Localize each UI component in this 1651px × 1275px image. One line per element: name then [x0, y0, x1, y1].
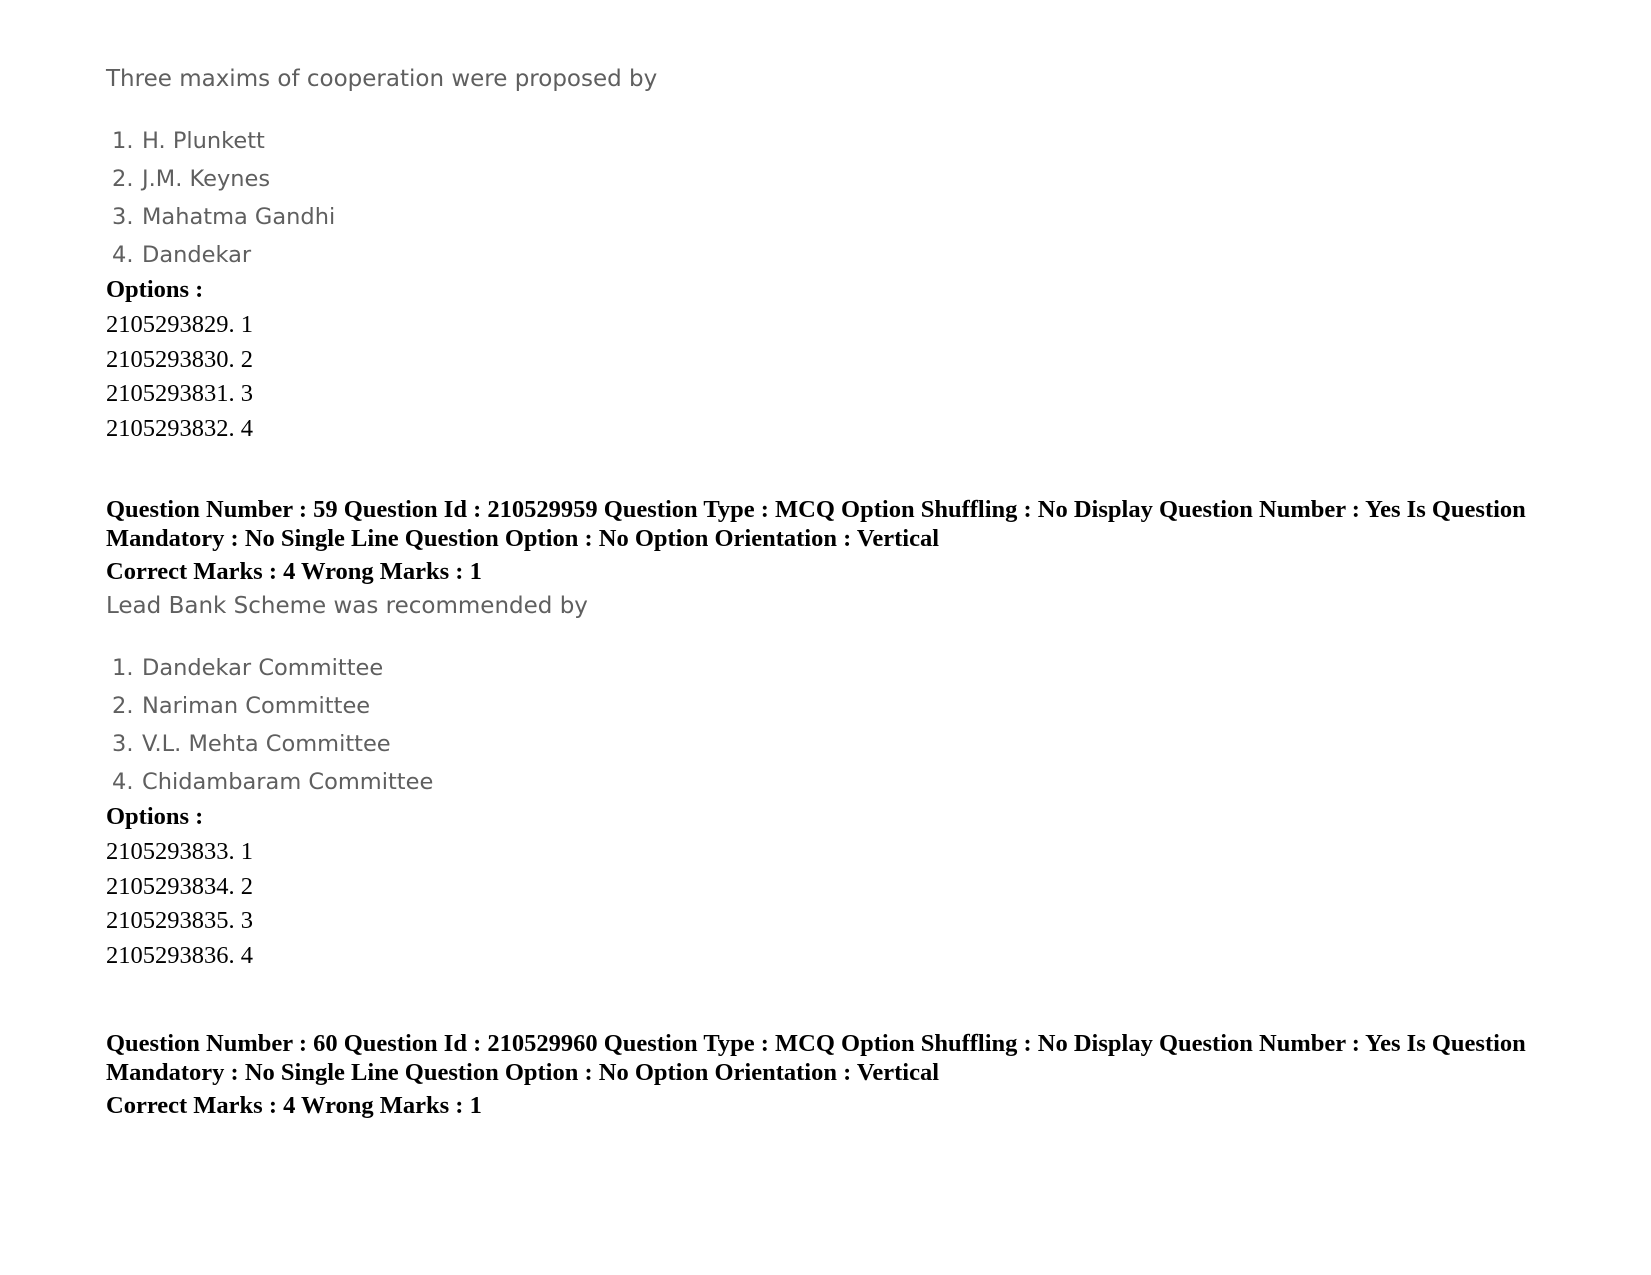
- question-text: Three maxims of cooperation were proposed by: [106, 66, 658, 92]
- list-item: 2. J.M. Keynes: [112, 166, 271, 192]
- list-item: 3. V.L. Mehta Committee: [112, 731, 391, 757]
- option-line: 2105293835. 3: [106, 907, 253, 934]
- marks-line: Correct Marks : 4 Wrong Marks : 1: [106, 1092, 482, 1119]
- question-meta: Question Number : 59 Question Id : 210529959 Question Type : MCQ Option Shuffling : No Display Question Number : Yes Is Question Mandatory : No Single Line Question Option : No Option Orientation : Vertical: [106, 496, 1526, 552]
- question-text: Lead Bank Scheme was recommended by: [106, 593, 588, 619]
- option-line: 2105293830. 2: [106, 345, 253, 373]
- option-line: 2105293833. 1: [106, 838, 253, 865]
- option-line: 2105293832. 4: [106, 414, 253, 442]
- option-line: 2105293836. 4: [106, 941, 253, 969]
- list-item: 2. Nariman Committee: [112, 693, 371, 719]
- question-60-block: [106, 1030, 1576, 1121]
- list-item: 1. Dandekar Committee: [112, 655, 384, 681]
- option-line: 2105293829. 1: [106, 311, 253, 338]
- question-meta: Question Number : 60 Question Id : 210529960 Question Type : MCQ Option Shuffling : No Display Question Number : Yes Is Question Mandatory : No Single Line Question Option : No Option Orientation : Vertical: [106, 1030, 1526, 1086]
- option-line: 2105293834. 2: [106, 872, 253, 900]
- list-item: 3. Mahatma Gandhi: [112, 204, 336, 230]
- answer-list: [106, 122, 1576, 274]
- options-label: Options :: [106, 803, 204, 830]
- answer-list: [106, 649, 1576, 801]
- list-item: 4. Dandekar: [112, 242, 252, 268]
- list-item: 1. H. Plunkett: [112, 128, 265, 154]
- question-58-block: [106, 64, 1576, 446]
- options-label: Options :: [106, 276, 204, 303]
- marks-line: Correct Marks : 4 Wrong Marks : 1: [106, 558, 482, 585]
- question-59-block: [106, 496, 1576, 973]
- list-item: 4. Chidambaram Committee: [112, 769, 434, 795]
- option-line: 2105293831. 3: [106, 380, 253, 407]
